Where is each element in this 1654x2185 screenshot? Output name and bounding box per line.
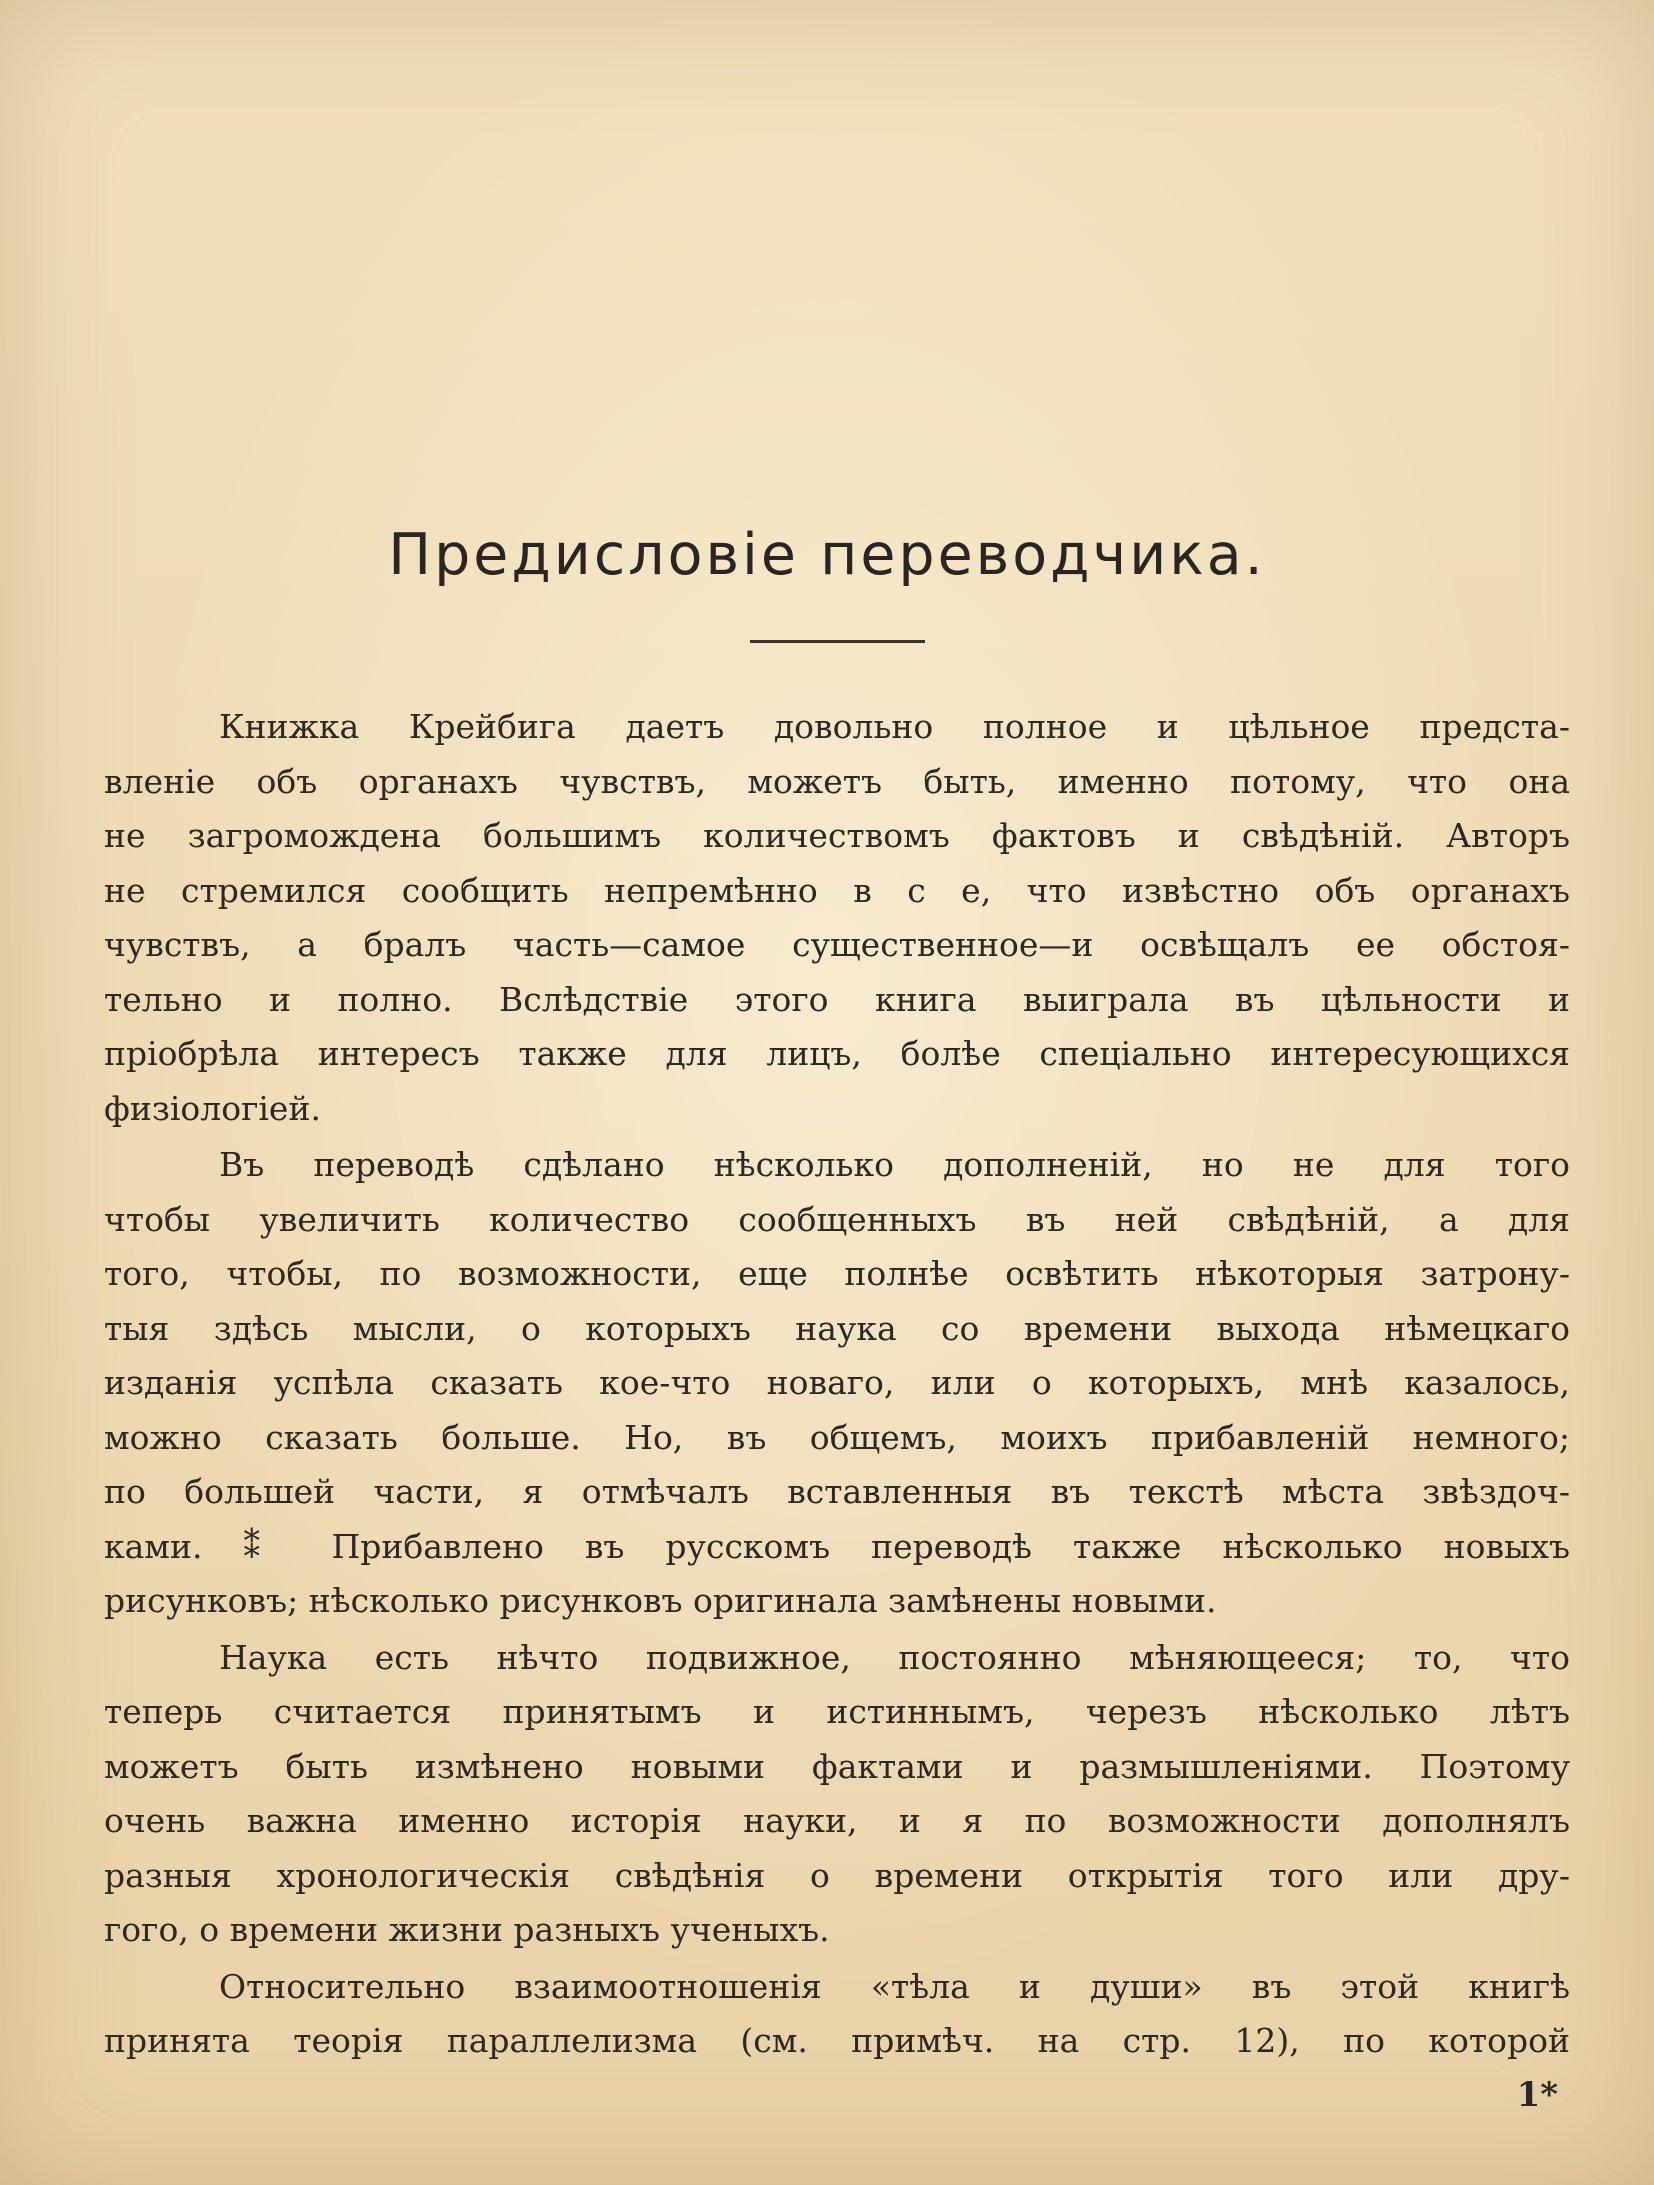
text-line: Въ переводѣ сдѣлано нѣсколько дополненій, но не для того bbox=[219, 1145, 1570, 1184]
text-line: того, чтобы, по возможности, еще полнѣе освѣтить нѣкоторыя затрону- bbox=[104, 1254, 1570, 1293]
title-divider bbox=[750, 640, 925, 643]
text-line: гого, о времени жизни разныхъ ученыхъ. bbox=[104, 1910, 830, 1949]
text-line: теперь считается принятымъ и истиннымъ, черезъ нѣсколько лѣтъ bbox=[104, 1692, 1570, 1731]
text-line: изданія успѣла сказать кое-что новаго, или о которыхъ, мнѣ казалось, bbox=[104, 1363, 1570, 1402]
text-line: принята теорія параллелизма (см. примѣч. на стр. 12), по которой bbox=[104, 2021, 1570, 2060]
body-text bbox=[104, 700, 1570, 2069]
text-line: очень важна именно исторія науки, и я по возможности дополнялъ bbox=[104, 1801, 1570, 1840]
text-line: чтобы увеличить количество сообщенныхъ въ ней свѣдѣній, а для bbox=[104, 1199, 1570, 1239]
text-line: тыя здѣсь мысли, о которыхъ наука со времени выхода нѣмецкаго bbox=[104, 1308, 1570, 1348]
page-number: 1* bbox=[1516, 2075, 1558, 2115]
text-line: Книжка Крейбига даетъ довольно полное и цѣльное предста- bbox=[219, 707, 1570, 746]
page-title: Предисловіе переводчика. bbox=[388, 522, 1266, 588]
text-line: вленіе объ органахъ чувствъ, можетъ быть, именно потому, что она bbox=[104, 761, 1570, 801]
text-line: можно сказать больше. Но, въ общемъ, моихъ прибавленій немного; bbox=[104, 1417, 1570, 1457]
text-line: ками. ⁑ Прибавлено въ русскомъ переводѣ также нѣсколько новыхъ bbox=[104, 1526, 1570, 1566]
text-line: Наука есть нѣчто подвижное, постоянно мѣняющееся; то, что bbox=[219, 1637, 1570, 1677]
text-line: не стремился сообщить непремѣнно в с е, что извѣстно объ органахъ bbox=[104, 870, 1570, 910]
text-line: тельно и полно. Вслѣдствіе этого книга выиграла въ цѣльности и bbox=[104, 979, 1570, 1019]
text-line: пріобрѣла интересъ также для лицъ, болѣе спеціально интересующихся bbox=[104, 1034, 1570, 1073]
text-line: рисунковъ; нѣсколько рисунковъ оригинала замѣнены новыми. bbox=[104, 1581, 1217, 1620]
text-line: не загромождена большимъ количествомъ фактовъ и свѣдѣній. Авторъ bbox=[104, 816, 1570, 855]
text-line: чувствъ, а бралъ часть—самое существенное—и освѣщалъ ее обстоя- bbox=[104, 925, 1570, 964]
text-line: разныя хронологическія свѣдѣнія о времени открытія того или дру- bbox=[104, 1855, 1570, 1895]
text-line: Относительно взаимоотношенія «тѣла и души» въ этой книгѣ bbox=[219, 1966, 1570, 2006]
text-line: можетъ быть измѣнено новыми фактами и размышленіями. Поэтому bbox=[104, 1746, 1570, 1786]
text-line: по большей части, я отмѣчалъ вставленныя въ текстѣ мѣста звѣздоч- bbox=[104, 1472, 1570, 1511]
text-line: физіологіей. bbox=[104, 1088, 321, 1128]
